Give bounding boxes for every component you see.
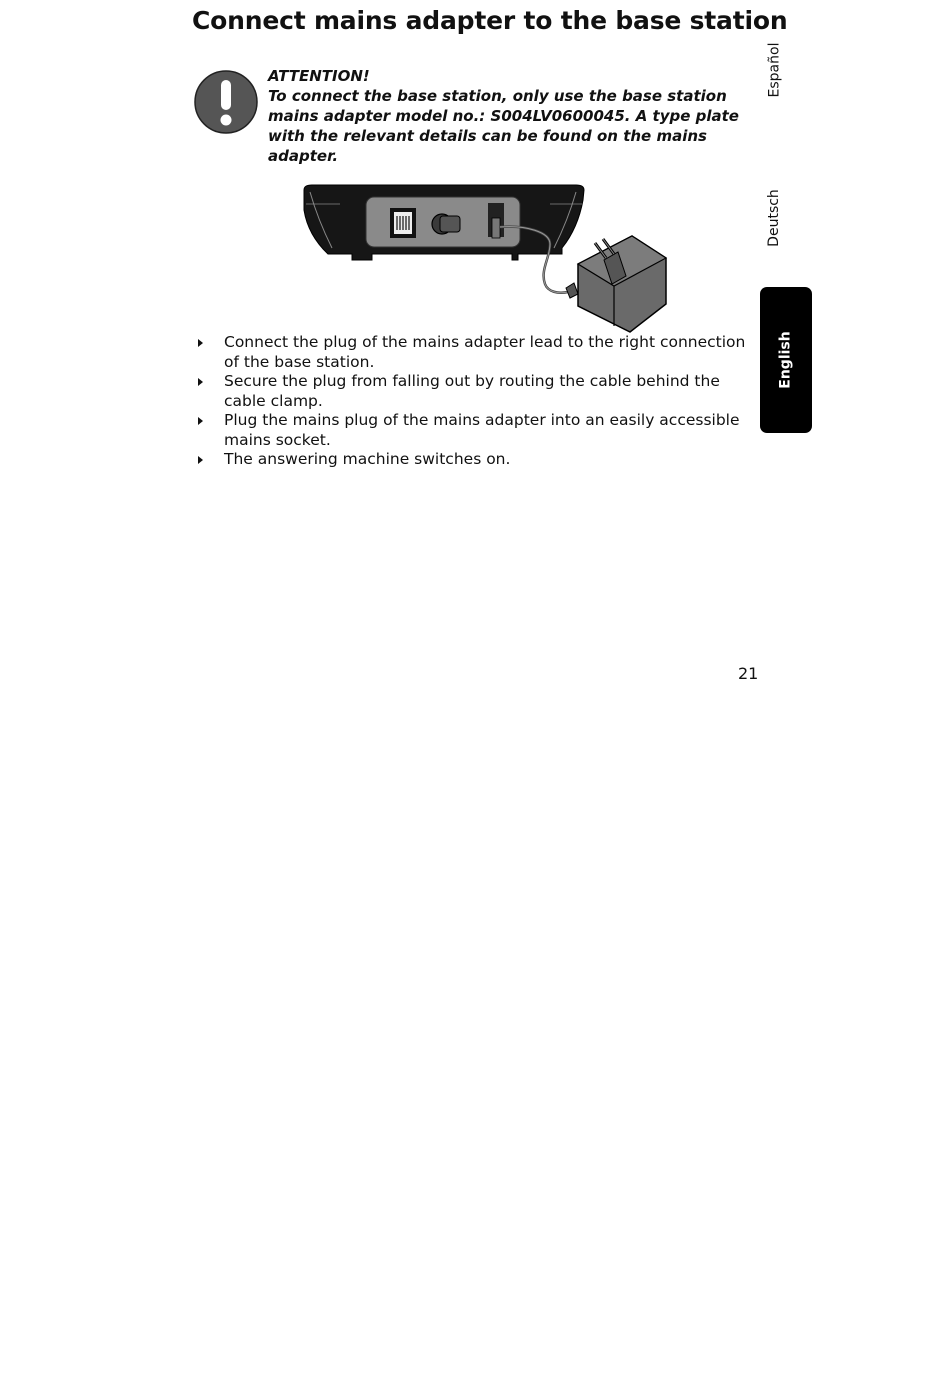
base-station-illustration	[300, 180, 672, 340]
language-tab-espanol[interactable]	[758, 30, 790, 110]
triangle-bullet-icon	[198, 456, 203, 464]
attention-heading: ATTENTION!	[268, 67, 370, 85]
page-number: 21	[738, 664, 759, 683]
attention-box	[268, 66, 753, 166]
triangle-bullet-icon	[198, 339, 203, 347]
attention-text: To connect the base station, only use the base station mains adapter model no.: S004LV0600045. A type plate with the relevant details can be found on the mains adapter.	[268, 87, 739, 165]
step-text: Secure the plug from falling out by routing the cable behind the cable clamp.	[224, 372, 720, 410]
exclamation-icon	[194, 70, 258, 134]
triangle-bullet-icon	[198, 417, 203, 425]
triangle-bullet-icon	[198, 378, 203, 386]
language-tab-label: English	[778, 331, 795, 389]
list-item	[196, 372, 756, 411]
language-tab-english[interactable]	[760, 287, 812, 433]
list-item	[196, 411, 756, 450]
instruction-list	[196, 333, 756, 470]
step-text: Plug the mains plug of the mains adapter into an easily accessible mains socket.	[224, 411, 740, 449]
language-tab-deutsch[interactable]	[758, 178, 790, 258]
list-item	[196, 450, 756, 470]
step-text: The answering machine switches on.	[224, 450, 511, 468]
page-title: Connect mains adapter to the base station	[192, 6, 788, 35]
language-tab-label: Español	[766, 42, 782, 98]
step-text: Connect the plug of the mains adapter lead to the right connection of the base station.	[224, 333, 746, 371]
language-tab-label: Deutsch	[766, 189, 782, 247]
list-item	[196, 333, 756, 372]
